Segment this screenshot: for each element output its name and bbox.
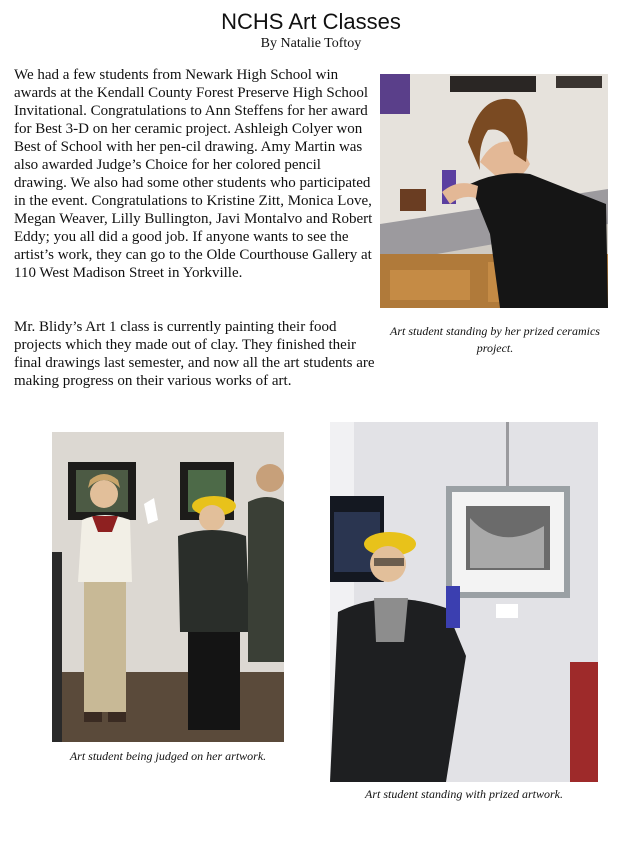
caption-prized: Art student standing with prized artwork. (364, 787, 563, 801)
article-paragraph-1: We had a few students from Newark High School win awards at the Kendall County Forest Preserve High School Invitational. Congratulations to Ann Steffens for her award for Best 3-D on her ceramic project. Ashleigh Colyer won Best of School with her pen-cil drawing. Amy Martin was also awarded Judge’s Choice for her colored pencil drawing. We also had some other students who participated in the event. Congratulations to Kristine Zitt, Monica Love, Megan Weaver, Lilly Bullington, Javi Montalvo and Robert Eddy; you all did a good job. If anyone wants to see the artist’s work, they can go to the Olde Courthouse Gallery at 110 West Madison Street in Yorkville. (14, 67, 373, 281)
article-byline: By Natalie Toftoy (260, 36, 362, 51)
caption-ceramics: Art student standing by her prized ceramics project. (390, 324, 600, 355)
photo-student-with-prized-artwork (330, 422, 598, 782)
article-title: NCHS Art Classes (221, 9, 401, 34)
article-paragraph-2: Mr. Blidy’s Art 1 class is currently painting their food projects which they made out of clay. They finished their final drawings last semester, and now all the art students are making progress on their various works of art. (14, 319, 375, 389)
caption-judged: Art student being judged on her artwork. (69, 749, 267, 763)
photo-student-with-ceramics (380, 74, 608, 308)
photo-student-being-judged (52, 432, 284, 742)
